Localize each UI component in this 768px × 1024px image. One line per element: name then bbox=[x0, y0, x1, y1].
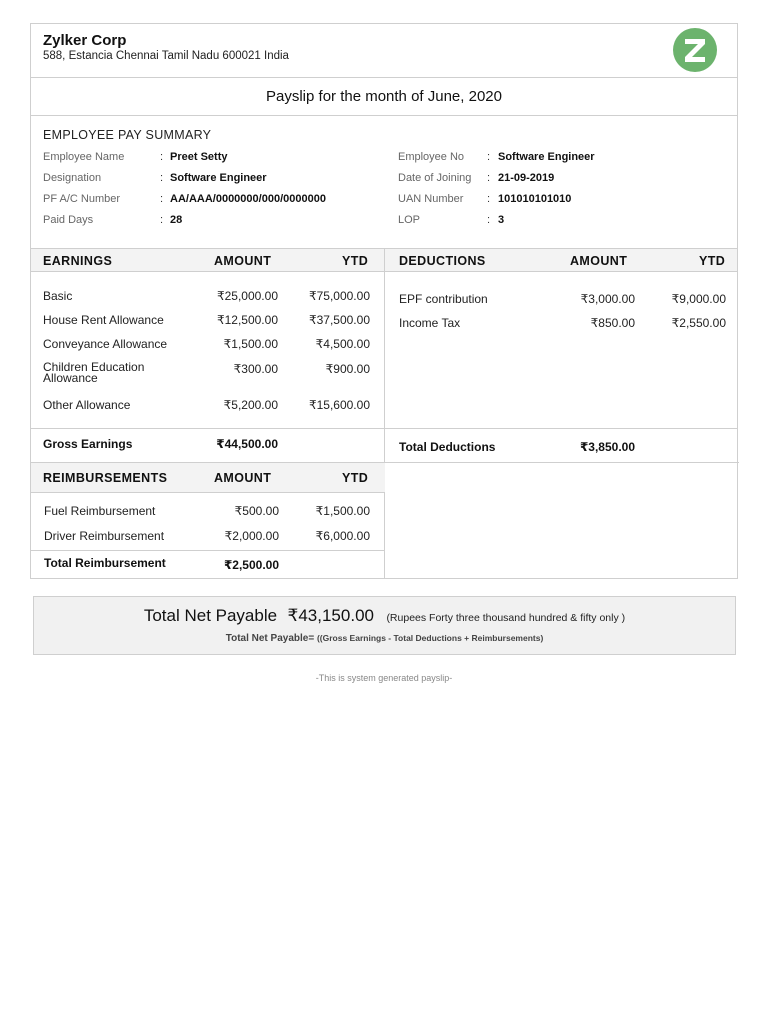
deduction-amount: ₹850.00 bbox=[590, 316, 635, 330]
earning-name: Basic bbox=[43, 289, 73, 303]
deductions-amount-header: AMOUNT bbox=[570, 254, 628, 268]
field-value: Software Engineer bbox=[498, 151, 595, 163]
field-value: Software Engineer bbox=[170, 172, 267, 184]
net-payable-line bbox=[34, 606, 735, 626]
earning-amount: ₹25,000.00 bbox=[216, 289, 278, 303]
earning-amount: ₹12,500.00 bbox=[216, 313, 278, 327]
field-label: PF A/C Number bbox=[43, 193, 121, 205]
earning-name: House Rent Allowance bbox=[43, 313, 164, 327]
company-logo-icon bbox=[671, 28, 719, 72]
earnings-amount-header: AMOUNT bbox=[214, 254, 272, 268]
reimbursement-name: Fuel Reimbursement bbox=[44, 504, 156, 518]
deduction-ytd: ₹9,000.00 bbox=[671, 292, 726, 306]
earning-name: Conveyance Allowance bbox=[43, 337, 168, 351]
field-label: Paid Days bbox=[43, 214, 94, 226]
formula-text: ((Gross Earnings - Total Deductions + Reimbursements) bbox=[316, 633, 544, 643]
deductions-ytd-header: YTD bbox=[699, 254, 726, 268]
total-deductions-label: Total Deductions bbox=[399, 440, 496, 454]
earning-name: Other Allowance bbox=[43, 398, 131, 412]
total-reimbursement-amount: ₹2,500.00 bbox=[223, 558, 279, 572]
field-value: 101010101010 bbox=[498, 193, 572, 205]
totals-divider bbox=[31, 428, 737, 429]
payslip-card: Zylker Corp 588, Estancia Chennai Tamil Nadu 600021 India Payslip for the month of June, 2020 EMPLOYEE PAY SUMMARY Employee Name : Preet Setty Designation : Software Engineer PF A/C Number : AA/AAA/0000000/000/0000000 Paid Days : 28 Employee No : Software Engineer Date of Joining : 21-09-2019 UAN Number : 101010101010 LOP : 3 EARNINGS AMOUNT YTD DEDUCTIONS AMOUNT YTD Basic ₹25,000.00 ₹75,000.00 House Rent Allowance ₹12,500.00 ₹37,500.00 Conveyance Allowance ₹1,500.00 ₹4,500.00 Children Education Allowance ₹300.00 ₹900.00 Other Allowance ₹5,200.00 ₹15,600.00 EPF contribution ₹3,000.00 ₹9,000.00 Income Tax ₹850.00 ₹2,550.00 Gross Earnings ₹44,500.00 Total Deductions ₹3,850.00 REIMBURSEMENTS AMOUNT YTD Fuel Reimbursement ₹500.00 ₹1,500.00 Driver Reimbursement ₹2,000.00 ₹6,000.00 Total Reimbursement ₹2,500.00 bbox=[30, 23, 738, 579]
company-header bbox=[31, 24, 737, 78]
gross-earnings-amount: ₹44,500.00 bbox=[216, 437, 278, 451]
field-label: Date of Joining bbox=[398, 172, 472, 184]
field-label: Employee Name bbox=[43, 151, 125, 163]
gross-earnings-label: Gross Earnings bbox=[43, 437, 133, 451]
field-value: 21-09-2019 bbox=[498, 172, 555, 184]
earning-ytd: ₹900.00 bbox=[325, 362, 370, 376]
net-payable-amount: ₹43,150.00 bbox=[287, 606, 374, 625]
field-value: Preet Setty bbox=[170, 151, 228, 163]
net-payable-words: (Rupees Forty three thousand hundred & fifty only ) bbox=[386, 612, 626, 624]
summary-heading: EMPLOYEE PAY SUMMARY bbox=[43, 128, 212, 142]
earning-amount: ₹1,500.00 bbox=[223, 337, 278, 351]
reimbursement-amount: ₹500.00 bbox=[234, 504, 279, 518]
deduction-name: Income Tax bbox=[399, 316, 461, 330]
right-divider bbox=[385, 462, 739, 463]
field-value: 3 bbox=[498, 214, 505, 226]
earning-amount: ₹300.00 bbox=[233, 362, 278, 376]
field-label: LOP bbox=[398, 214, 421, 226]
field-label: UAN Number bbox=[398, 193, 464, 205]
payslip-title-bar bbox=[31, 77, 737, 116]
system-generated-note: -This is system generated payslip- bbox=[315, 673, 453, 683]
reimbursement-name: Driver Reimbursement bbox=[44, 529, 165, 543]
field-label: Designation bbox=[43, 172, 102, 184]
net-payable-box bbox=[33, 596, 736, 655]
net-payable-formula bbox=[34, 633, 735, 644]
reimbursement-ytd: ₹1,500.00 bbox=[315, 504, 370, 518]
column-divider bbox=[384, 248, 385, 579]
reimbursements-ytd-header: YTD bbox=[342, 471, 369, 485]
earning-ytd: ₹37,500.00 bbox=[308, 313, 370, 327]
earnings-ytd-header: YTD bbox=[342, 254, 369, 268]
company-address: 588, Estancia Chennai Tamil Nadu 600021 India bbox=[43, 50, 289, 62]
reimbursement-ytd: ₹6,000.00 bbox=[315, 529, 370, 543]
deduction-name: EPF contribution bbox=[399, 292, 488, 306]
earning-name: Children Education Allowance bbox=[43, 360, 145, 385]
total-deductions-amount: ₹3,850.00 bbox=[579, 440, 635, 454]
deduction-ytd: ₹2,550.00 bbox=[671, 316, 726, 330]
deductions-header: DEDUCTIONS bbox=[399, 254, 486, 268]
reimbursement-amount: ₹2,000.00 bbox=[224, 529, 279, 543]
reimbursements-amount-header: AMOUNT bbox=[214, 471, 272, 485]
company-name: Zylker Corp bbox=[43, 32, 127, 49]
field-value: 28 bbox=[170, 214, 183, 226]
net-payable-label: Total Net Payable bbox=[143, 606, 278, 625]
payslip-title: Payslip for the month of June, 2020 bbox=[266, 88, 502, 105]
total-reimbursement-label: Total Reimbursement bbox=[44, 556, 166, 570]
earning-ytd: ₹75,000.00 bbox=[308, 289, 370, 303]
reimbursement-total-divider bbox=[31, 550, 385, 551]
deduction-amount: ₹3,000.00 bbox=[580, 292, 635, 306]
earning-amount: ₹5,200.00 bbox=[223, 398, 278, 412]
earnings-header: EARNINGS bbox=[43, 254, 113, 268]
reimbursements-header bbox=[31, 462, 385, 493]
formula-label: Total Net Payable= bbox=[225, 633, 315, 644]
reimbursements-title: REIMBURSEMENTS bbox=[43, 471, 168, 485]
field-label: Employee No bbox=[398, 151, 465, 163]
earning-ytd: ₹4,500.00 bbox=[315, 337, 370, 351]
earning-ytd: ₹15,600.00 bbox=[308, 398, 370, 412]
field-value: AA/AAA/0000000/000/0000000 bbox=[170, 193, 326, 205]
